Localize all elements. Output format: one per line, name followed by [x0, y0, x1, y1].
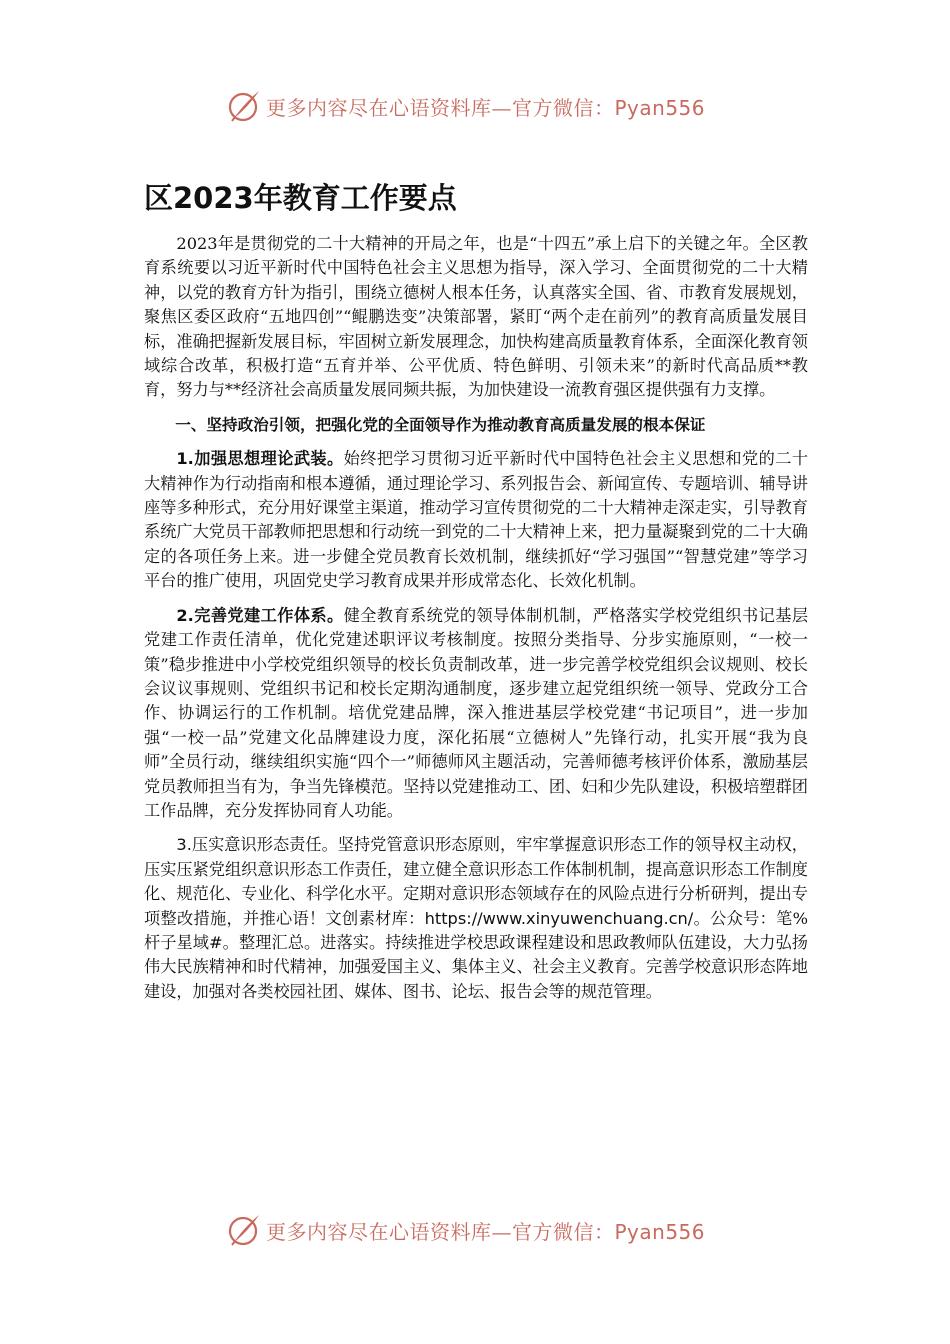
quill-logo-icon [226, 88, 262, 124]
header-banner [0, 86, 950, 126]
source-url-text: https://www.xinyuwenchuang.cn/ [424, 908, 694, 928]
document-body [144, 232, 808, 1004]
item-3-paragraph: 3.压实意识形态责任。坚持党管意识形态原则，牢牢掌握意识形态工作的领导权主动权，压实压紧党组织意识形态工作责任，建立健全意识形态工作体制机制，提高意识形态工作制度化、规范化、专业化、科学化水平。定期对意识形态领域存在的风险点进行分析研判，提出专项整改措施，并推心语！文创素材库：https://www.xinyuwenchuang.cn/。公众号：笔%杆子星域#。整理汇总。进落实。持续推进学校思政课程建设和思政教师队伍建设，大力弘扬伟大民族精神和时代精神，加强爱国主义、集体主义、社会主义教育。完善学校意识形态阵地建设，加强对各类校园社团、媒体、图书、论坛、报告会等的规范管理。 [144, 835, 808, 1001]
footer-banner [0, 1210, 950, 1250]
item-1-paragraph: 1.加强思想理论武装。始终把学习贯彻习近平新时代中国特色社会主义思想和党的二十大精神作为行动指南和根本遵循，通过理论学习、系列报告会、新闻宣传、专题培训、辅导讲座等多种形式，充分用好课堂主渠道，推动学习宣传贯彻党的二十大精神走深走实，引导教育系统广大党员干部教师把思想和行动统一到党的二十大精神上来，把力量凝聚到党的二十大确定的各项任务上来。进一步健全党员教育长效机制，继续抓好“学习强国”“智慧党建”等学习平台的推广使用，巩固党史学习教育成果并形成常态化、长效化机制。 [144, 449, 809, 591]
intro-paragraph: 2023年是贯彻党的二十大精神的开局之年，也是“十四五”承上启下的关键之年。全区教育系统要以习近平新时代中国特色社会主义思想为指导，深入学习、全面贯彻党的二十大精神，以党的教育方针为指引，围绕立德树人根本任务，认真落实全国、省、市教育发展规划，聚焦区委区政府“五地四创”“鲲鹏迭变”决策部署，紧盯“两个走在前列”的教育高质量发展目标，准确把握新发展目标，牢固树立新发展理念，加快构建高质量教育体系，全面深化教育领域综合改革，积极打造“五育并举、公平优质、特色鲜明、引领未来”的新时代高品质**教育，努力与**经济社会高质量发展同频共振，为加快建设一流教育强区提供强有力支撑。 [144, 234, 808, 400]
quill-logo-icon [226, 1212, 262, 1248]
wechat-account: Pyan556 [614, 96, 706, 120]
item-2-lead: 2.完善党建工作体系。 [176, 605, 344, 625]
banner-text: 更多内容尽在心语资料库—官方微信：Pyan556 [266, 96, 706, 120]
banner-text: 更多内容尽在心语资料库—官方微信：Pyan556 [266, 1220, 706, 1244]
section-heading: 一、坚持政治引领，把强化党的全面领导作为推动教育高质量发展的根本保证 [175, 415, 706, 434]
item-3-number: 3. [176, 835, 192, 855]
item-1-lead: 1.加强思想理论武装。 [176, 449, 344, 469]
wechat-account: Pyan556 [614, 1220, 706, 1244]
item-2-paragraph: 2.完善党建工作体系。健全教育系统党的领导体制机制，严格落实学校党组织书记基层党建工作责任清单，优化党建述职评议考核制度。按照分类指导、分步实施原则，“一校一策”稳步推进中小学校党组织领导的校长负责制改革，进一步完善学校党组织会议规则、校长会议议事规则、党组织书记和校长定期沟通制度，逐步建立起党组织统一领导、党政分工合作、协调运行的工作机制。培优党建品牌，深入推进基层学校党建“书记项目”，进一步加强“一校一品”党建文化品牌建设力度，深化拓展“立德树人”先锋行动，扎实开展“我为良师”全员行动，继续组织实施“四个一”师德师风主题活动，完善师德考核评价体系，激励基层党员教师担当有为，争当先锋模范。坚持以党建推动工、团、妇和少先队建设，积极培塑群团工作品牌，充分发挥协同育人功能。 [144, 605, 809, 820]
document-title: 区2023年教育工作要点 [144, 181, 457, 215]
